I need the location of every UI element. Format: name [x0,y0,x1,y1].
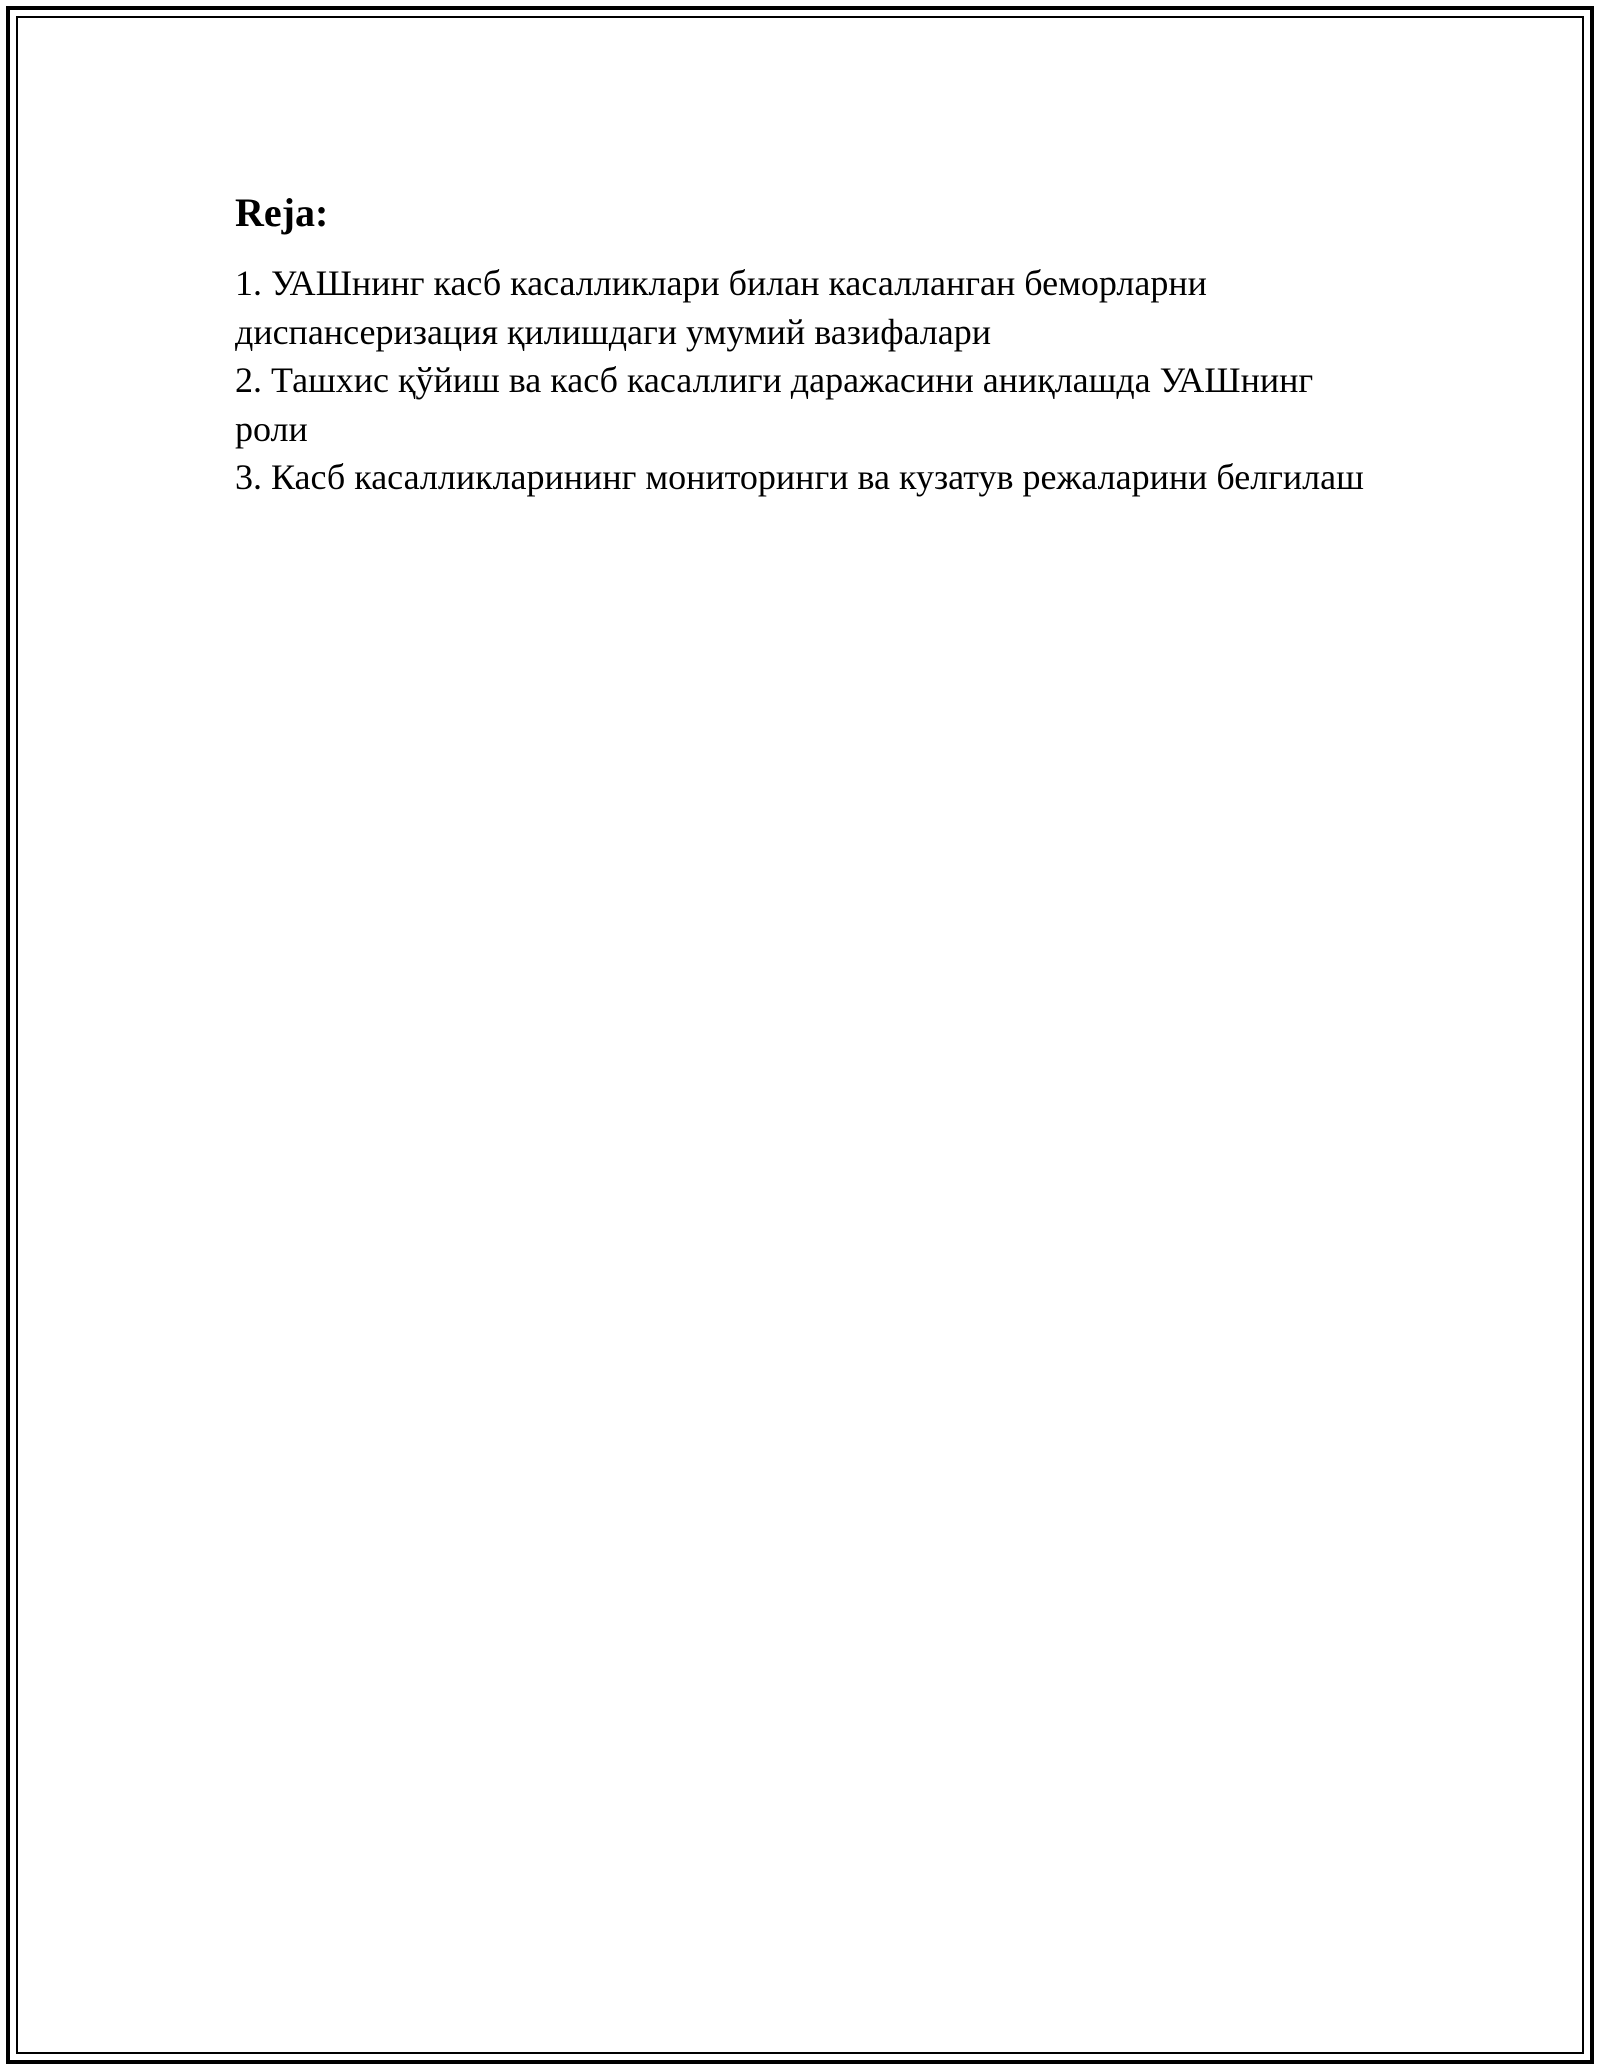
plan-item-1: 1. УАШнинг касб касалликлари билан касалланган беморларни диспансеризация қилишдаги умумий вазифалари [235,263,1207,352]
plan-item-3: 3. Касб касалликларининг мониторинги ва кузатув режаларини белгилаш [235,457,1364,497]
plan-heading: Reja: [235,190,329,235]
plan-item-2: 2. Ташхис қўйиш ва касб касаллиги даражасини аниқлашда УАШнинг роли [235,360,1314,449]
plan-list [235,259,1385,502]
document-body [235,185,1385,502]
